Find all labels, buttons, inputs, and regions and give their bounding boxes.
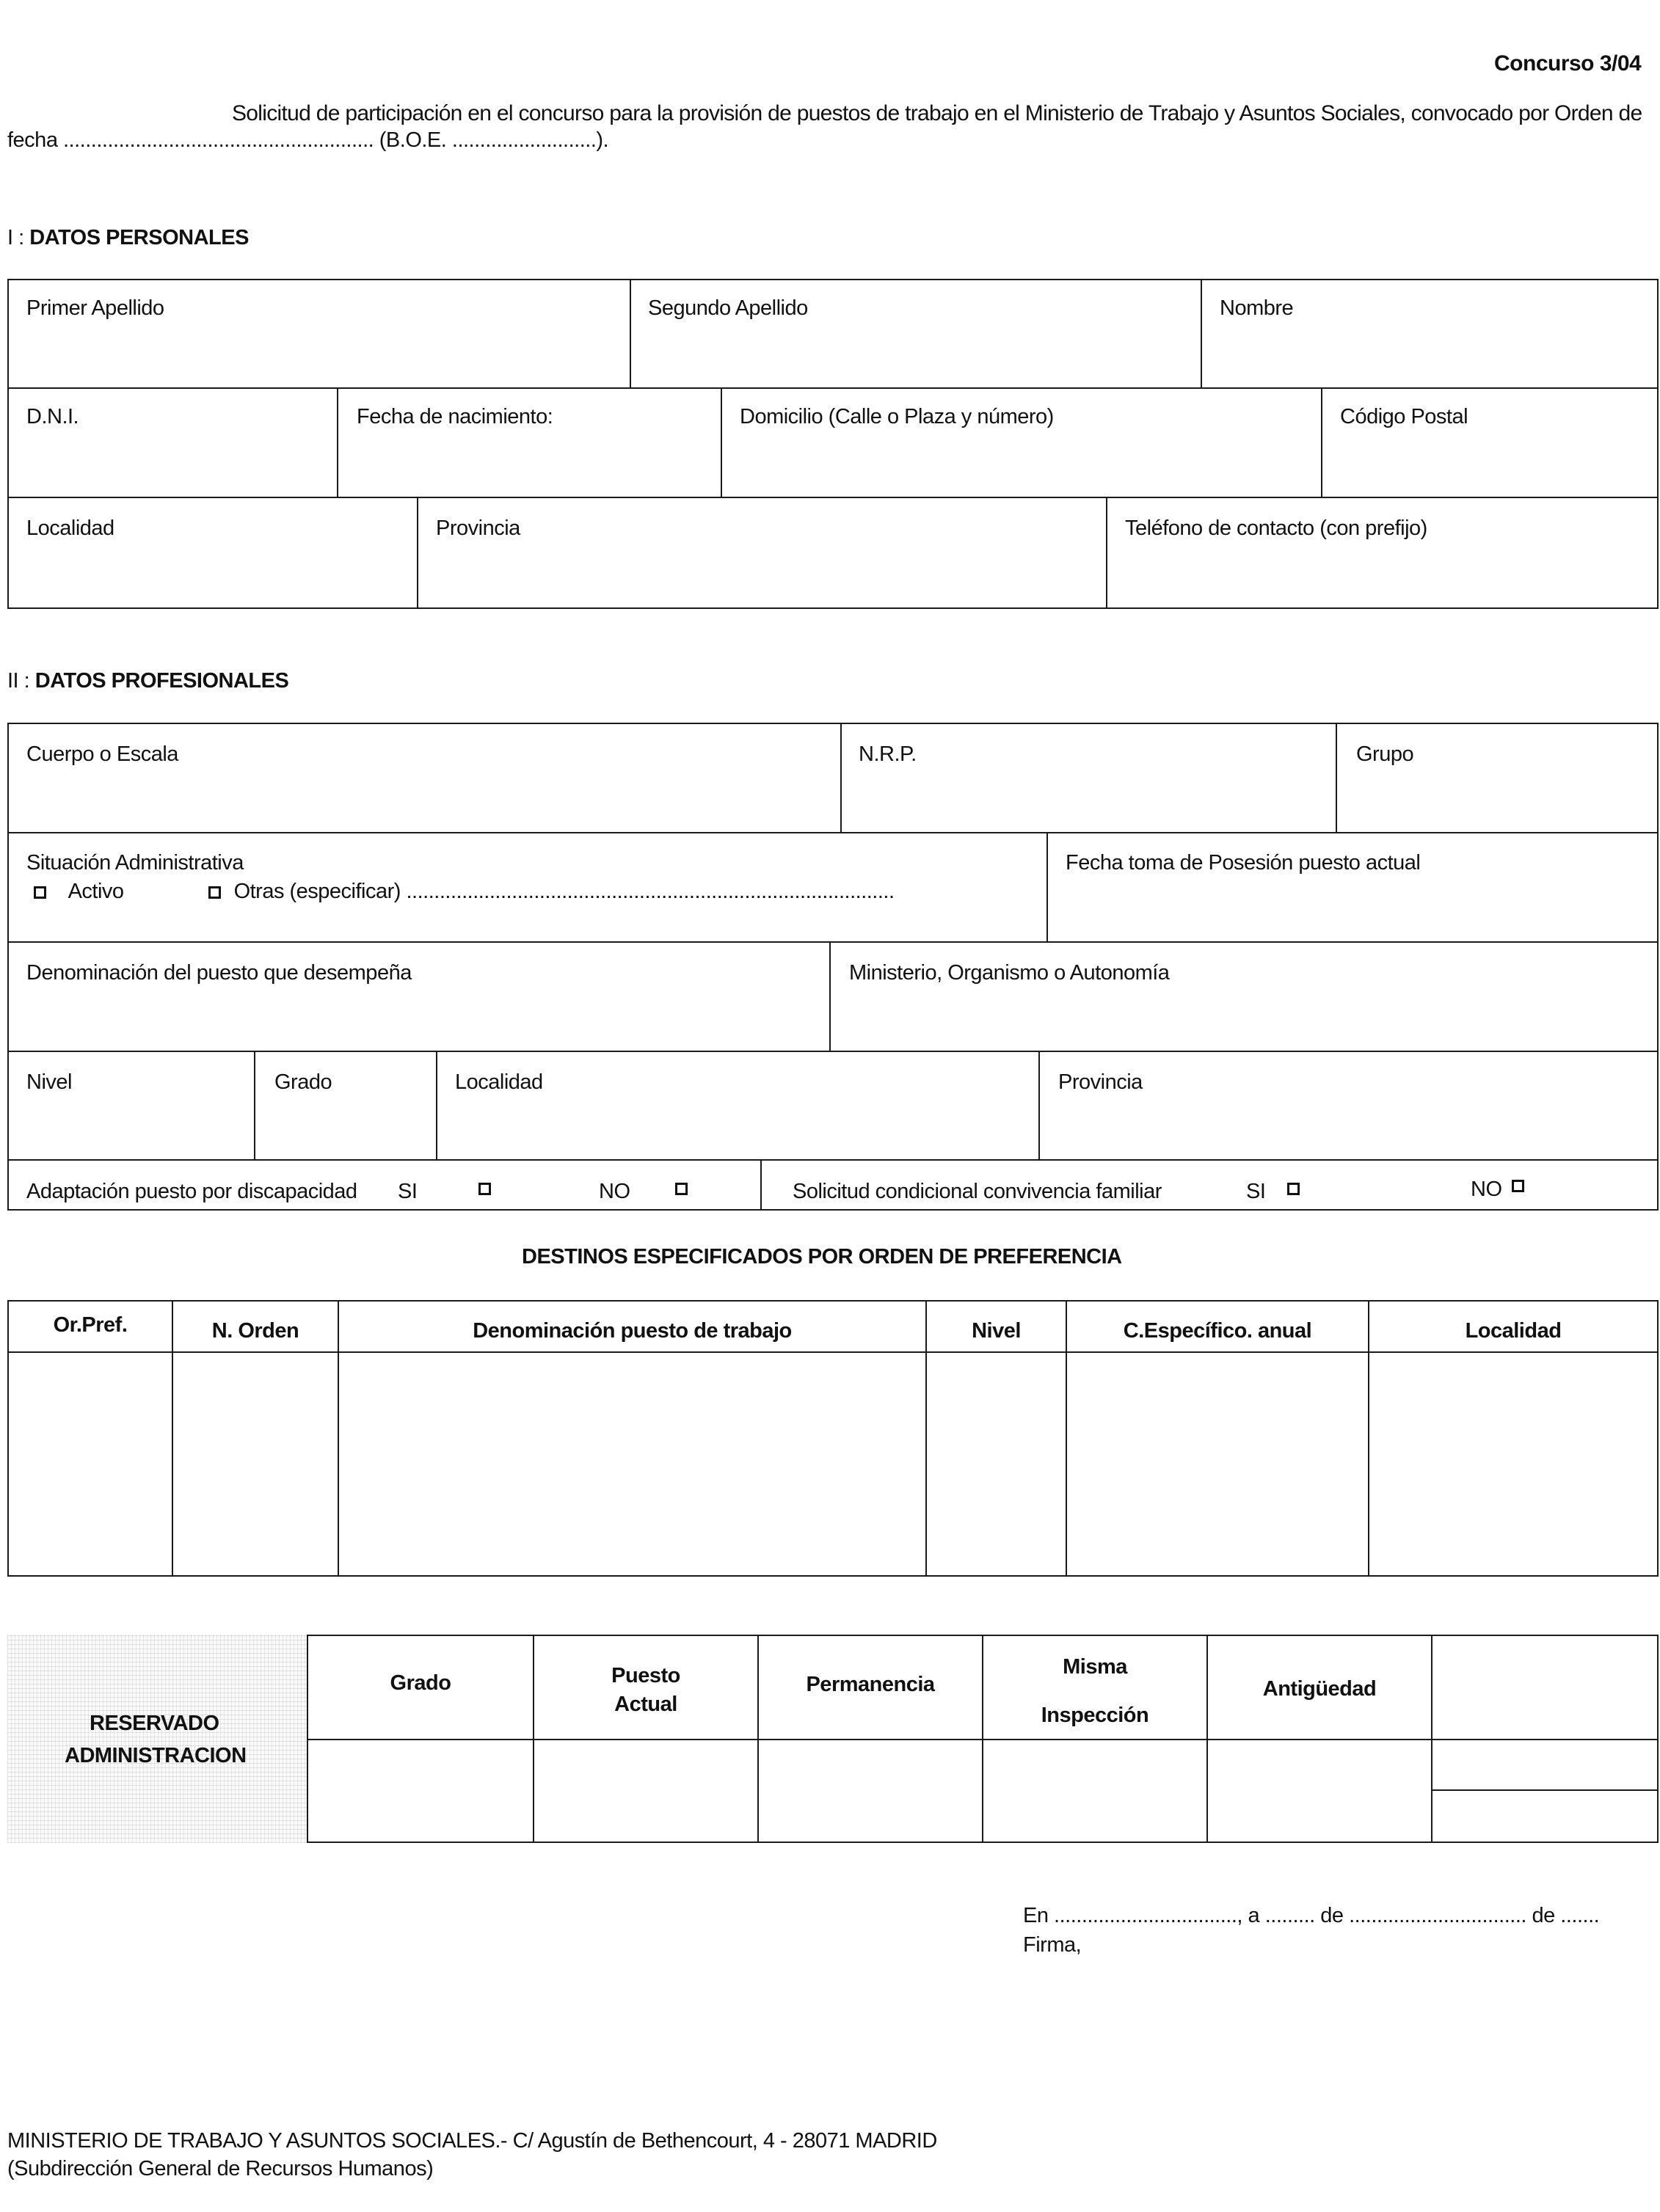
localidad-profesional-field[interactable]: Localidad (455, 1070, 543, 1094)
adaptacion-si-checkbox[interactable] (478, 1183, 491, 1195)
nivel-field[interactable]: Nivel (26, 1070, 72, 1094)
otras-option[interactable] (208, 880, 895, 904)
condicional-no-checkbox[interactable] (1512, 1180, 1524, 1192)
activo-label: Activo (68, 880, 124, 903)
activo-option[interactable] (34, 880, 124, 904)
col-c-especifico: C.Específico. anual (1123, 1319, 1312, 1343)
domicilio-field[interactable]: Domicilio (Calle o Plaza y número) (740, 405, 1054, 428)
condicional-si-checkbox[interactable] (1287, 1183, 1300, 1195)
col-n-orden: N. Orden (211, 1319, 299, 1343)
col-or-pref: Or.Pref. (53, 1313, 128, 1337)
reservado-label-line1: RESERVADO (90, 1712, 219, 1735)
nrp-field[interactable]: N.R.P. (859, 742, 917, 766)
codigo-postal-field[interactable]: Código Postal (1340, 405, 1468, 428)
personal-data-box (7, 279, 1659, 609)
destinos-title: DESTINOS ESPECIFICADOS POR ORDEN DE PREFERENCIA (522, 1245, 1122, 1269)
reservado-permanencia: Permanencia (806, 1673, 935, 1696)
dni-field[interactable]: D.N.I. (26, 405, 79, 428)
section-personal-heading: DATOS PERSONALES (29, 226, 249, 249)
col-nivel: Nivel (972, 1319, 1021, 1343)
provincia-personal-field[interactable]: Provincia (436, 517, 520, 540)
reservado-grado: Grado (390, 1671, 451, 1695)
primer-apellido-field[interactable]: Primer Apellido (26, 296, 164, 320)
col-localidad: Localidad (1465, 1319, 1562, 1343)
reservado-puesto-line1: Puesto (611, 1664, 680, 1687)
condicional-si-label: SI (1246, 1180, 1266, 1203)
col-denominacion: Denominación puesto de trabajo (473, 1319, 792, 1343)
denominacion-puesto-field[interactable]: Denominación del puesto que desempeña (26, 961, 412, 985)
reservado-hatch (7, 1635, 307, 1843)
otras-checkbox[interactable] (208, 886, 221, 899)
nombre-field[interactable]: Nombre (1220, 296, 1294, 320)
grupo-field[interactable]: Grupo (1356, 742, 1414, 766)
localidad-personal-field[interactable]: Localidad (26, 517, 114, 540)
situacion-administrativa-label: Situación Administrativa (26, 851, 244, 875)
section-personal-title (7, 226, 249, 250)
provincia-profesional-field[interactable]: Provincia (1058, 1070, 1143, 1094)
solicitud-condicional-label: Solicitud condicional convivencia familiar (793, 1180, 1162, 1203)
adaptacion-no-label: NO (599, 1180, 630, 1203)
lugar-fecha-line[interactable]: En ................................., a ......... de ................................ de ....... (1023, 1904, 1600, 1927)
concurso-number: Concurso 3/04 (1494, 51, 1642, 76)
intro-text-line2: fecha ........................................................ (B.O.E. ..........................). (7, 128, 609, 152)
footer-address: MINISTERIO DE TRABAJO Y ASUNTOS SOCIALES.- C/ Agustín de Bethencourt, 4 - 28071 MADRID (7, 2129, 937, 2153)
reservado-puesto-line2: Actual (614, 1693, 677, 1716)
ministerio-field[interactable]: Ministerio, Organismo o Autonomía (849, 961, 1170, 985)
section-professional-prefix: II : (7, 669, 30, 693)
reservado-misma-line2: Inspección (1041, 1704, 1149, 1727)
destinos-entry-row[interactable] (9, 1353, 1657, 1575)
section-professional-heading: DATOS PROFESIONALES (34, 669, 289, 693)
fecha-toma-posesion-field[interactable]: Fecha toma de Posesión puesto actual (1066, 851, 1421, 875)
otras-label: Otras (especificar) ........................................................................................ (233, 880, 895, 903)
section-professional-title (7, 669, 288, 693)
grado-field[interactable]: Grado (274, 1070, 332, 1094)
section-personal-prefix: I : (7, 226, 24, 249)
adaptacion-discapacidad-label: Adaptación puesto por discapacidad (26, 1180, 357, 1203)
firma-label: Firma, (1023, 1933, 1082, 1957)
cuerpo-escala-field[interactable]: Cuerpo o Escala (26, 742, 178, 766)
footer-subdireccion: (Subdirección General de Recursos Humanos) (7, 2157, 434, 2180)
segundo-apellido-field[interactable]: Segundo Apellido (648, 296, 808, 320)
fecha-nacimiento-field[interactable]: Fecha de nacimiento: (357, 405, 553, 428)
telefono-field[interactable]: Teléfono de contacto (con prefijo) (1125, 517, 1427, 540)
adaptacion-si-label: SI (398, 1180, 418, 1203)
reservado-misma-line1: Misma (1063, 1655, 1127, 1679)
intro-text-line1: Solicitud de participación en el concurso para la provisión de puestos de trabajo en el Ministerio de Trabajo y Asuntos Sociales, convocado por Orden de (232, 101, 1642, 125)
activo-checkbox[interactable] (34, 886, 46, 899)
reservado-antiguedad: Antigüedad (1262, 1677, 1377, 1701)
reservado-label-line2: ADMINISTRACION (65, 1744, 247, 1767)
adaptacion-no-checkbox[interactable] (675, 1183, 688, 1195)
condicional-no-label: NO (1471, 1178, 1502, 1201)
